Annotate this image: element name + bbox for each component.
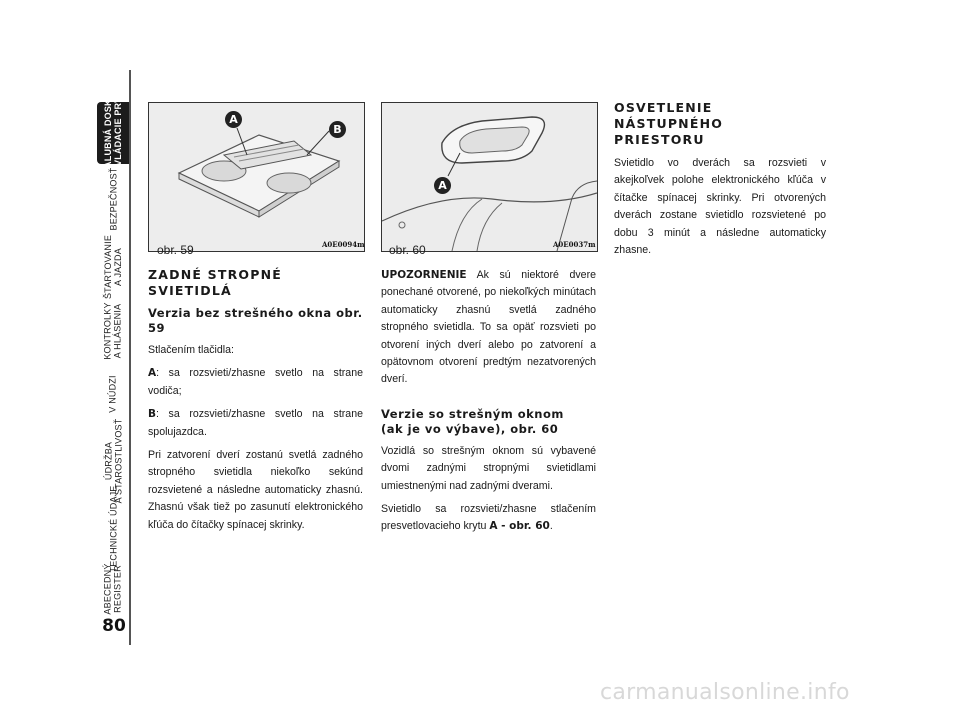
tab-v-nudzi[interactable]: [96, 365, 130, 423]
tab-technicke-udaje[interactable]: [96, 485, 130, 573]
item-b-text: : sa rozsvieti/zhasne svetlo na strane spolujazdca.: [148, 408, 363, 438]
page-number: 80: [102, 616, 126, 636]
paragraph: [381, 501, 596, 536]
figure-60-code: A0E0037m: [553, 240, 596, 249]
tab-palubna-doska[interactable]: [97, 83, 129, 183]
tab-kontrolky[interactable]: [96, 302, 130, 360]
column-entry-lighting: [614, 100, 826, 265]
figure-59-code: A0E0094m: [322, 240, 365, 249]
tab-label: TECHNICKÉ ÚDAJE: [108, 485, 119, 573]
figure-reference: A - obr. 60: [489, 520, 550, 533]
chapter-tabs: [0, 0, 135, 715]
paragraph-item-a: [148, 365, 363, 400]
tab-label: ABECEDNÝ REGISTER: [103, 563, 123, 615]
paragraph-text: Svietidlo sa rozsvieti/zhasne stlačením presvetlovacieho krytu: [381, 503, 596, 533]
paragraph-item-b: [148, 406, 363, 441]
tab-udrzba[interactable]: [96, 418, 130, 504]
section-heading: OSVETLENIE NÁSTUPNÉHO: [614, 100, 724, 131]
figure-59: [148, 102, 365, 252]
item-a-text: : sa rozsvieti/zhasne svetlo na strane vodiča;: [148, 367, 363, 397]
warning-paragraph: [381, 267, 596, 389]
paragraph: Vozidlá so strešným oknom sú vybavené dvomi zadnými stropnými svietidlami umiestnenými nad zadnými dverami.: [381, 444, 596, 492]
tab-label: BEZPEČNOSŤ: [108, 167, 119, 231]
column-rear-ceiling-lamps: [148, 267, 363, 540]
watermark: carmanualsonline.info: [600, 680, 850, 705]
paragraph: Stlačením tlačidla:: [148, 344, 234, 356]
callout-a-marker: A: [225, 111, 242, 128]
tab-bezpecnost[interactable]: [96, 167, 130, 231]
callout-a-marker: A: [434, 177, 451, 194]
section-subheading: Verzia bez strešného okna obr. 59: [148, 306, 363, 335]
paragraph: Pri zatvorení dverí zostanú svetlá zadného stropného svietidla niekoľko sekúnd rozsvietené a následne automaticky zhasnú. Zhasnú však tiež po zasunutí elektronického kľúča do čítačky spínacej skrinky.: [148, 449, 363, 531]
section-heading-line2: PRIESTORU: [614, 132, 705, 147]
tab-abecedny-register[interactable]: [96, 560, 130, 618]
figure-59-label: obr. 59: [157, 243, 194, 257]
tab-label: ÚDRŽBA A STAROSTLIVOSŤ: [103, 418, 124, 504]
section-heading: ZADNÉ STROPNÉ SVIETIDLÁ: [148, 267, 283, 298]
callout-b-marker: B: [329, 121, 346, 138]
figure-60: [381, 102, 598, 252]
key-b: B: [148, 408, 157, 421]
warning-label: UPOZORNENIE: [381, 269, 467, 281]
tab-startovanie[interactable]: [96, 236, 130, 298]
column-warning-and-roof-versions: [381, 267, 596, 542]
section-subheading-line2: (ak je vo výbave), obr. 60: [381, 421, 559, 436]
tab-label: KONTROLKY A HLÁSENIA: [103, 302, 123, 360]
paragraph: Svietidlo vo dverách sa rozsvieti v akejkoľvek polohe elektronického kľúča v čítačke spínacej skrinky. Pri otvorených dverách zostane svietidlo rozsvietené po dobu 3 minút a následne automaticky zhasne.: [614, 157, 826, 257]
section-subheading: Verzie so strešným oknom: [381, 406, 564, 421]
paragraph-end: .: [549, 520, 553, 533]
tab-label: ŠTARTOVANIE A JAZDA: [103, 234, 123, 300]
roof-lamp-illustration: [382, 103, 597, 251]
tab-label: PALUBNÁ DOSKA A OVLÁDACIE PRVKY: [103, 83, 124, 183]
figure-60-label: obr. 60: [389, 243, 426, 257]
key-a: A: [148, 367, 157, 380]
tab-label: V NÚDZI: [108, 375, 118, 413]
warning-text: Ak sú niektoré dvere ponechané otvorené, po niekoľkých minútach automaticky zhasnú svetlá zadného stropného svietidla. To sa opäť rozsvieti po otvorení iných dverí alebo po zatvorení a opätovnom otvorení predtým nezatvorených dverí.: [381, 269, 596, 386]
